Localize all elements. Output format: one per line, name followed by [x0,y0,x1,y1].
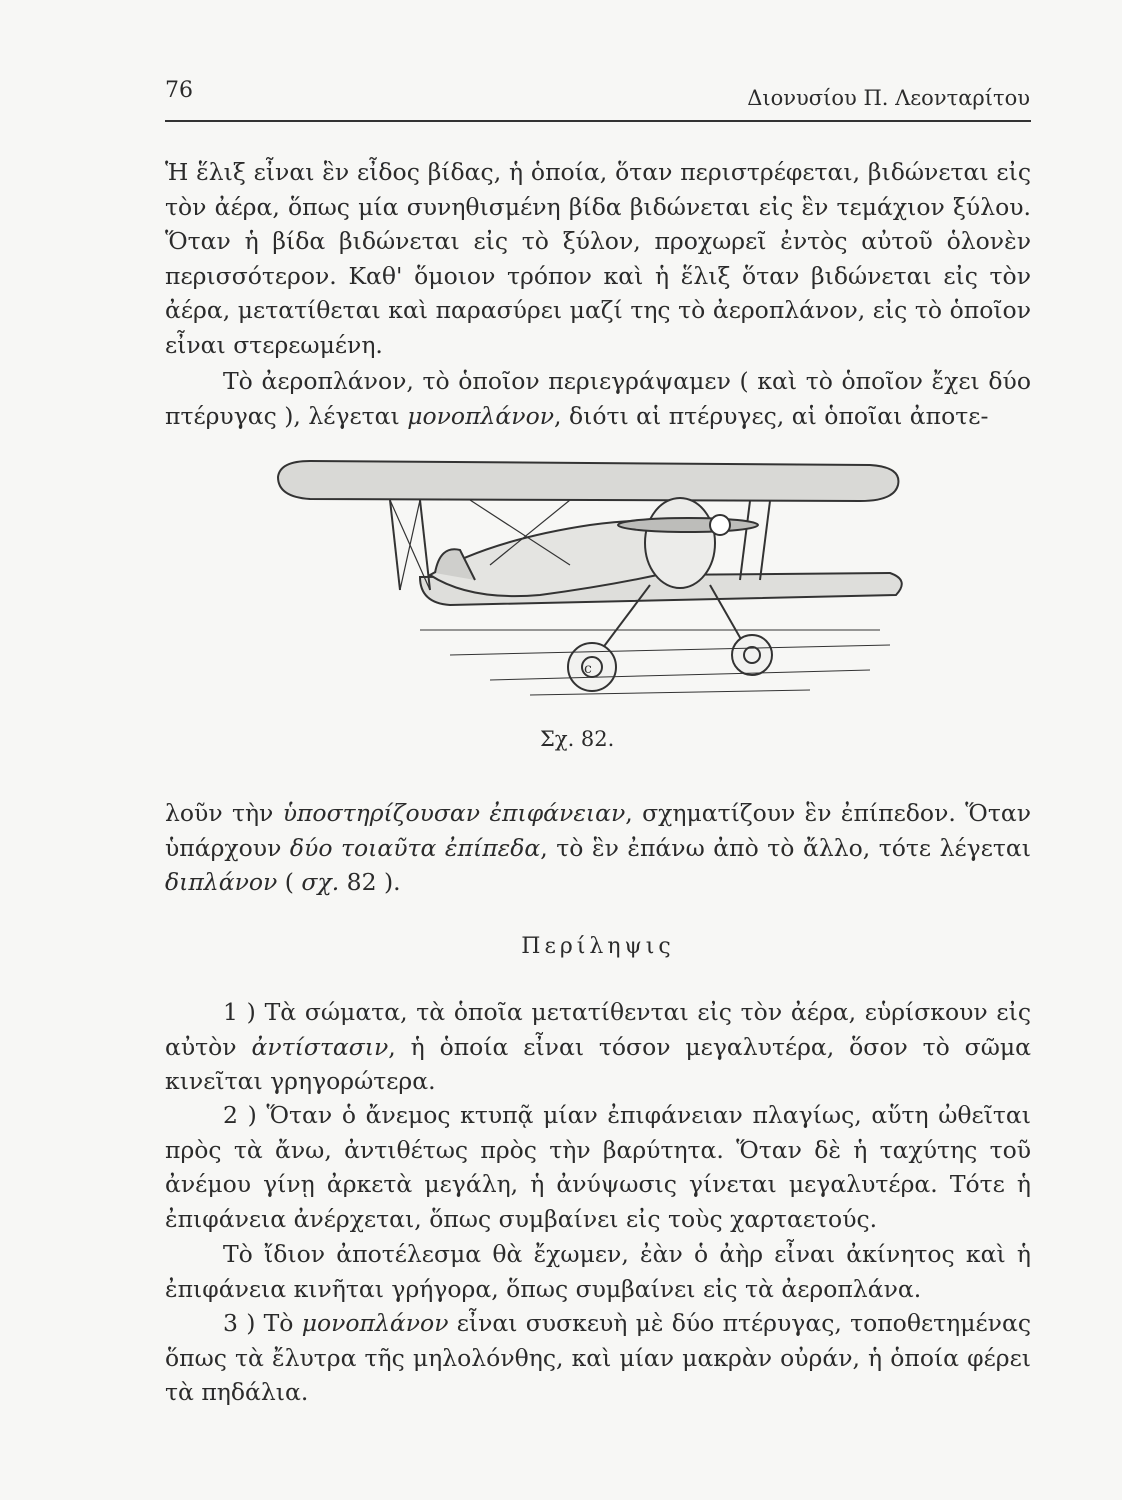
paragraph-monoplane [165,364,1031,433]
paragraph-biplane [165,796,1031,900]
page-header [165,78,1030,118]
summary-item-3 [165,1306,1031,1410]
summary-item-2: 2 ) Ὅταν ὁ ἄνεμος κτυπᾷ μίαν ἐπιφάνειαν πλαγίως, αὕτη ὠθεῖται πρὸς τὰ ἄνω, ἀντιθέτως πρὸς τὴν βαρύτητα. Ὅταν δὲ ἡ ταχύτης τοῦ ἀνέμου γίνῃ ἀρκετὰ μεγάλη, ἡ ἀνύψωσις γίνεται μεγαλυτέρα. Τότε ἡ ἐπιφάνεια ἀνέρχεται, ὅπως συμβαίνει εἰς τοὺς χαρταετούς. [165,1101,1031,1233]
figure-label: c [584,661,592,677]
figure-ref: σχ. [301,868,340,896]
page-number: 76 [165,78,193,103]
text-run: 3 ) Τὸ [223,1309,302,1337]
running-head: Διονυσίου Π. Λεονταρίτου [747,86,1030,110]
text-run: 1 ) Τὰ σώματα, τὰ ὁποῖα μετατίθενται εἰς τὸν ἀέρα, εὑρίσκουν εἰς αὐτὸν [165,998,1031,1061]
figure-caption: Σχ. 82. [540,727,615,751]
header-rule [165,120,1031,122]
term-biplane: διπλάνον [165,868,278,896]
summary-item-2b: Τὸ ἴδιον ἀποτέλεσμα θὰ ἔχωμεν, ἐὰν ὁ ἀὴρ εἶναι ἀκίνητος καὶ ἡ ἐπιφάνεια κινῆται γρήγορα, ὅπως συμβαίνει εἰς τὰ ἀεροπλάνα. [165,1240,1031,1303]
term-resistance: ἀντίστασιν [251,1032,389,1061]
paragraph-propeller: Ἡ ἕλιξ εἶναι ἓν εἶδος βίδας, ἡ ὁποία, ὅταν περιστρέφεται, βιδώνεται εἰς τὸν ἀέρα, ὅπως μία συνηθισμένη βίδα βιδώνεται εἰς ἓν τεμάχιον ξύλου. Ὅταν ἡ βίδα βιδώνεται εἰς τὸ ξύλον, προχωρεῖ ἐντὸς αὐτοῦ ὁλονὲν περισσότερον. Καθ' ὅμοιον τρόπον καὶ ἡ ἕλιξ ὅταν βιδώνεται εἰς τὸν ἀέρα, μετατίθεται καὶ παρασύρει μαζί της τὸ ἀεροπλάνον, εἰς τὸ ὁποῖον εἶναι στερεωμένη. [165,158,1031,359]
term-monoplane: μονοπλάνον [407,401,555,430]
text-run: ( [277,868,302,896]
text-run: λοῦν τὴν [165,799,283,827]
term-supporting-surface: ὑποστηρίζουσαν ἐπιφάνειαν [282,799,626,827]
summary-item-1 [165,995,1031,1099]
text-run: , διότι αἱ πτέρυγες, αἱ ὁποῖαι ἀποτε- [554,401,989,430]
text-run: εἶναι συσκευὴ μὲ δύο πτέρυγας, τοποθετημένας ὅπως τὰ ἔλυτρα τῆς μηλολόνθης, καὶ μίαν μακρὰν οὐράν, ἡ ὁποία φέρει τὰ πηδάλια. [165,1309,1031,1406]
text-run: , ἡ ὁποία εἶναι τόσον μεγαλυτέρα, ὅσον τὸ σῶμα κινεῖται γρηγορώτερα. [165,1032,1031,1095]
text-run: 82 ). [339,868,401,896]
text-run: , τὸ ἓν ἐπάνω ἀπὸ τὸ ἄλλο, τότε λέγεται [540,833,1031,862]
term-two-planes: δύο τοιαῦτα ἐπίπεδα [289,833,541,862]
biplane-illustration [270,455,910,720]
text-run: , σχηματίζουν ἓν ἐπίπεδον. Ὅταν ὑπάρχουν [165,799,1031,862]
term-monoplane: μονοπλάνον [301,1309,449,1337]
summary-heading: Περίληψις [521,934,675,959]
text-run: Τὸ ἀεροπλάνον, τὸ ὁποῖον περιεγράψαμεν ( καὶ τὸ ὁποῖον ἔχει δύο πτέρυγας ), λέγεται [165,367,1031,430]
